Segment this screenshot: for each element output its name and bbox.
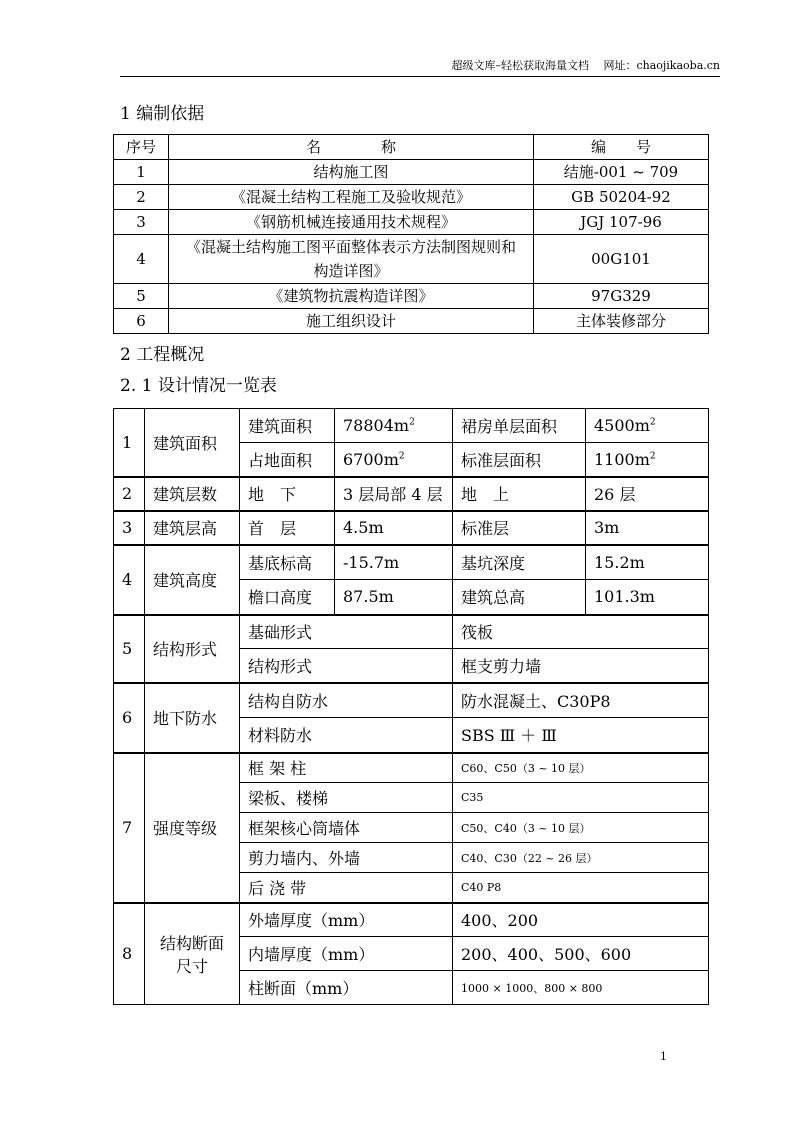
cell-value: C40、C30（22 ~ 26 层） bbox=[453, 843, 709, 873]
table-header-row bbox=[114, 135, 709, 160]
cell-value: C35 bbox=[453, 783, 709, 813]
table-row bbox=[114, 185, 709, 210]
row-name: 《混凝土结构施工图平面整体表示方法制图规则和构造详图》 bbox=[169, 235, 534, 284]
table-row bbox=[114, 545, 709, 580]
row-code: 00G101 bbox=[534, 235, 709, 284]
cell-label: 建筑总高 bbox=[453, 580, 586, 615]
row-code: JGJ 107-96 bbox=[534, 210, 709, 235]
cell-label: 裙房单层面积 bbox=[453, 409, 586, 443]
cell-label: 地 上 bbox=[453, 477, 586, 511]
cell-label: 基础形式 bbox=[240, 615, 453, 649]
col-header-no: 序号 bbox=[114, 135, 169, 160]
cell-label: 结构自防水 bbox=[240, 683, 453, 718]
cell-value: 400、200 bbox=[453, 903, 709, 937]
cell-label: 材料防水 bbox=[240, 718, 453, 753]
row-code: 主体装修部分 bbox=[534, 309, 709, 334]
table-row bbox=[114, 477, 709, 511]
cell-label: 后 浇 带 bbox=[240, 873, 453, 903]
row-code: 结施-001 ~ 709 bbox=[534, 160, 709, 185]
cell-label: 框 架 柱 bbox=[240, 753, 453, 783]
table-row bbox=[114, 160, 709, 185]
table-row bbox=[114, 511, 709, 545]
basis-table bbox=[113, 134, 709, 334]
row-category: 地下防水 bbox=[145, 683, 240, 753]
table-row bbox=[114, 284, 709, 309]
cell-label: 基坑深度 bbox=[453, 545, 586, 580]
row-category: 建筑高度 bbox=[145, 545, 240, 615]
cell-value: 防水混凝土、C30P8 bbox=[453, 683, 709, 718]
cell-value: 15.2m bbox=[586, 545, 709, 580]
cell-value: 3m bbox=[586, 511, 709, 545]
row-no: 7 bbox=[114, 753, 145, 903]
row-no: 5 bbox=[114, 284, 169, 309]
row-category: 结构断面尺寸 bbox=[145, 903, 240, 1005]
row-name: 结构施工图 bbox=[169, 160, 534, 185]
cell-value: C50、C40（3 ~ 10 层） bbox=[453, 813, 709, 843]
row-code: GB 50204-92 bbox=[534, 185, 709, 210]
row-name: 《钢筋机械连接通用技术规程》 bbox=[169, 210, 534, 235]
row-no: 1 bbox=[114, 160, 169, 185]
cell-label: 梁板、楼梯 bbox=[240, 783, 453, 813]
table-row bbox=[114, 683, 709, 718]
cell-label: 框架核心筒墙体 bbox=[240, 813, 453, 843]
cell-value: -15.7m bbox=[335, 545, 453, 580]
row-no: 3 bbox=[114, 210, 169, 235]
row-no: 4 bbox=[114, 235, 169, 284]
page-header: 超级文库–轻松获取海量文档 网址：chaojikaoba.cn bbox=[120, 58, 720, 77]
table-row bbox=[114, 210, 709, 235]
table-row bbox=[114, 903, 709, 937]
row-name: 《建筑物抗震构造详图》 bbox=[169, 284, 534, 309]
row-category: 建筑层高 bbox=[145, 511, 240, 545]
row-category: 结构形式 bbox=[145, 615, 240, 683]
row-no: 6 bbox=[114, 683, 145, 753]
table-row bbox=[114, 753, 709, 783]
section-2-heading: 2 工程概况 bbox=[120, 345, 205, 365]
cell-value: 101.3m bbox=[586, 580, 709, 615]
row-no: 3 bbox=[114, 511, 145, 545]
cell-label: 地 下 bbox=[240, 477, 335, 511]
cell-label: 首 层 bbox=[240, 511, 335, 545]
cell-label: 标准层 bbox=[453, 511, 586, 545]
cell-label: 标准层面积 bbox=[453, 443, 586, 477]
cell-value: $1100m^2$ bbox=[586, 443, 709, 477]
section-2-1-heading: 2. 1 设计情况一览表 bbox=[120, 376, 277, 396]
table-row bbox=[114, 409, 709, 443]
table-row bbox=[114, 309, 709, 334]
cell-value: 200、400、500、600 bbox=[453, 937, 709, 971]
cell-value: 87.5m bbox=[335, 580, 453, 615]
page-number: 1 bbox=[660, 1050, 667, 1063]
row-no: 8 bbox=[114, 903, 145, 1005]
cell-value: 4.5m bbox=[335, 511, 453, 545]
cell-label: 外墙厚度（mm） bbox=[240, 903, 453, 937]
cell-value: $6700m^2$ bbox=[335, 443, 453, 477]
cell-value: $78804m^2$ bbox=[335, 409, 453, 443]
row-category: 强度等级 bbox=[145, 753, 240, 903]
cell-label: 剪力墙内、外墙 bbox=[240, 843, 453, 873]
cell-value: 26 层 bbox=[586, 477, 709, 511]
section-1-heading: 1 编制依据 bbox=[120, 104, 205, 124]
cell-value: 框支剪力墙 bbox=[453, 649, 709, 683]
cell-label: 结构形式 bbox=[240, 649, 453, 683]
table-row bbox=[114, 615, 709, 649]
cell-value: SBS Ⅲ ＋ Ⅲ bbox=[453, 718, 709, 753]
design-overview-table bbox=[113, 408, 709, 1005]
cell-label: 柱断面（mm） bbox=[240, 971, 453, 1005]
cell-value: 3 层局部 4 层 bbox=[335, 477, 453, 511]
row-name: 施工组织设计 bbox=[169, 309, 534, 334]
cell-label: 建筑面积 bbox=[240, 409, 335, 443]
row-no: 6 bbox=[114, 309, 169, 334]
cell-value: C60、C50（3 ~ 10 层） bbox=[453, 753, 709, 783]
col-header-code: 编 号 bbox=[534, 135, 709, 160]
row-no: 2 bbox=[114, 185, 169, 210]
row-no: 2 bbox=[114, 477, 145, 511]
row-no: 5 bbox=[114, 615, 145, 683]
cell-label: 占地面积 bbox=[240, 443, 335, 477]
cell-label: 基底标高 bbox=[240, 545, 335, 580]
col-header-name: 名 称 bbox=[169, 135, 534, 160]
row-code: 97G329 bbox=[534, 284, 709, 309]
cell-value: C40 P8 bbox=[453, 873, 709, 903]
table-row bbox=[114, 235, 709, 284]
row-name: 《混凝土结构工程施工及验收规范》 bbox=[169, 185, 534, 210]
row-no: 1 bbox=[114, 409, 145, 477]
cell-label: 檐口高度 bbox=[240, 580, 335, 615]
cell-value: 筏板 bbox=[453, 615, 709, 649]
cell-label: 内墙厚度（mm） bbox=[240, 937, 453, 971]
row-category: 建筑面积 bbox=[145, 409, 240, 477]
row-no: 4 bbox=[114, 545, 145, 615]
row-category: 建筑层数 bbox=[145, 477, 240, 511]
cell-value: 1000 × 1000、800 × 800 bbox=[453, 971, 709, 1005]
cell-value: $4500m^2$ bbox=[586, 409, 709, 443]
